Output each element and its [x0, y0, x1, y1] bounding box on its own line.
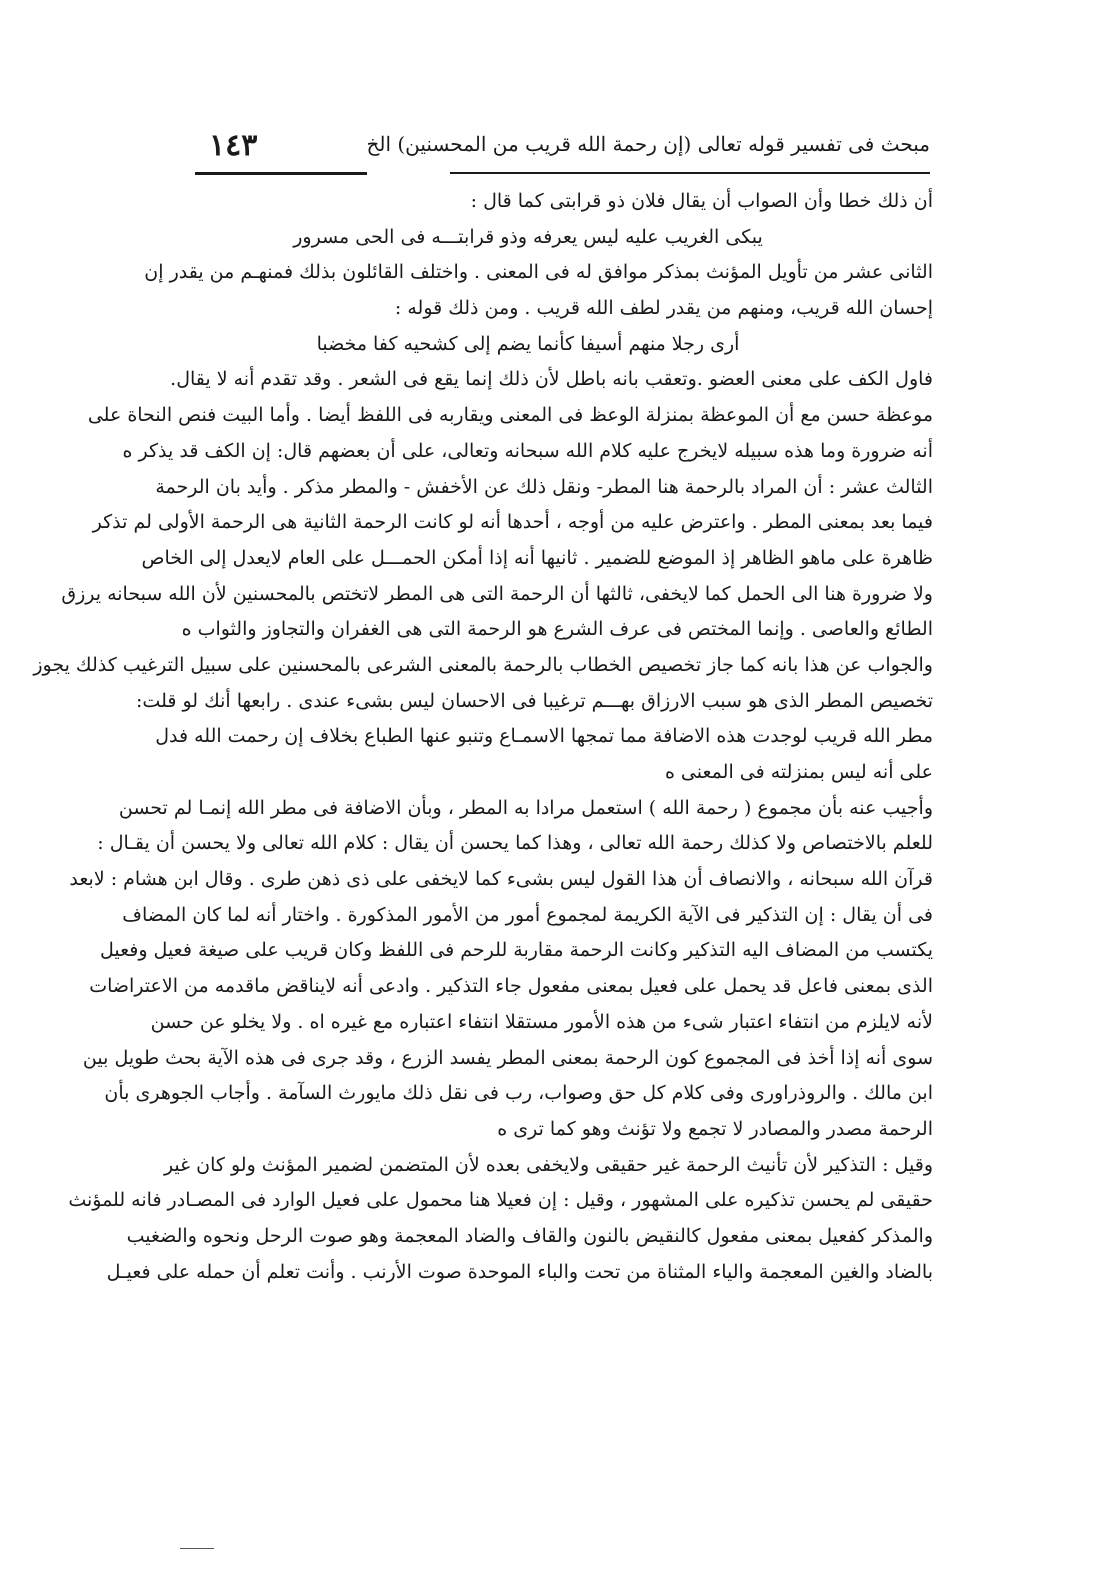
verse-line: يبكى الغريب عليه ليس يعرفه وذو قرابتـــه فى الحى مسرور — [293, 225, 763, 248]
text-line: سوى أنه إذا أخذ فى المجموع كون الرحمة بمعنى المطر يفسد الزرع ، وقد جرى فى هذه الآية بحث طويل بين — [82, 1046, 933, 1069]
text-line: الطائع والعاصى . وإنما المختص فى عرف الشرع هو الرحمة التى هى الغفران والتجاوز والثواب ه — [181, 618, 933, 641]
text-line: أنه ضرورة وما هذه سبيله لايخرج عليه كلام الله سبحانه وتعالى، على أن بعضهم قال: إن الكف قد يذكر ه — [122, 439, 933, 462]
text-line: مطر الله قريب لوجدت هذه الاضافة مما تمجها الاسمـاع وتنبو عنها الطباع بخلاف إن رحمت الله فدل — [155, 725, 933, 748]
text-line: للعلم بالاختصاص ولا كذلك رحمة الله تعالى ، وهذا كما يحسن أن يقال : كلام الله تعالى ولا يحسن أن يقـال : — [97, 832, 933, 855]
text-line: فاول الكف على معنى العضو .وتعقب بانه باطل لأن ذلك إنما يقع فى الشعر . وقد تقدم أنه لا يقال. — [170, 368, 933, 391]
text-line: على أنه ليس بمنزلته فى المعنى ه — [664, 761, 933, 783]
text-line: فيما بعد بمعنى المطر . واعترض عليه من أوجه ، أحدها أنه لو كانت الرحمة الثانية هى الرحمة الأولى لم تذكر — [92, 511, 933, 534]
text-line: إحسان الله قريب، ومنهم من يقدر لطف الله قريب . ومن ذلك قوله : — [394, 297, 933, 320]
page-number: ١٤٣ — [209, 128, 258, 163]
text-line: يكتسب من المضاف اليه التذكير وكانت الرحمة مقاربة للرحم فى اللفظ وكان قريب على صيغة فعيل وفعيل — [99, 939, 933, 962]
footer-mark — [180, 1548, 214, 1549]
running-title: مبحث فى تفسير قوله تعالى (إن رحمة الله قريب من المحسنين) الخ — [366, 132, 930, 156]
text-line: الثانى عشر من تأويل المؤنث بمذكر موافق له فى المعنى . واختلف القائلون بذلك فمنهـم من يقدر إن — [144, 261, 933, 284]
text-line: فى أن يقال : إن التذكير فى الآية الكريمة لمجموع أمور من الأمور المذكورة . واختار أنه لما كان المضاف — [122, 903, 933, 926]
text-line: قرآن الله سبحانه ، والانصاف أن هذا القول ليس بشىء كما لايخفى على ذى ذهن طرى . وقال ابن هشام : لابعد — [69, 868, 933, 891]
header-rule-right — [450, 172, 930, 174]
text-line: ابن مالك . والروذراورى وفى كلام كل حق وصواب، رب فى نقل ذلك مايورث السآمة . وأجاب الجوهرى بأن — [104, 1082, 933, 1105]
text-line: حقيقى لم يحسن تذكيره على المشهور ، وقيل : إن فعيلا هنا محمول على فعيل الوارد فى المصـادر فانه للمؤنث — [68, 1189, 933, 1212]
text-line: ظاهرة على ماهو الظاهر إذ الموضع للضمير . ثانيها أنه إذا أمكن الحمـــل على العام لايعدل إلى الخاص — [141, 546, 933, 569]
text-line: وأجيب عنه بأن مجموع ( رحمة الله ) استعمل مرادا به المطر ، وبأن الاضافة فى مطر الله إنمـا لم تحسن — [118, 796, 933, 819]
text-line: والمذكر كفعيل بمعنى مفعول كالنقيض بالنون والقاف والضاد المعجمة وهو صوت الرحل ونحوه والضغيب — [126, 1224, 933, 1247]
text-line: ولا ضرورة هنا الى الحمل كما لايخفى، ثالثها أن الرحمة التى هى المطر لاتختص بالمحسنين لأن الله سبحانه يرزق — [61, 582, 933, 605]
text-line: أن ذلك خطا وأن الصواب أن يقال فلان ذو قرابتى كما قال : — [470, 190, 933, 212]
text-line: وقيل : التذكير لأن تأنيث الرحمة غير حقيقى ولايخفى بعده لأن المتضمن لضمير المؤنث ولو كان غير — [163, 1153, 933, 1176]
text-line: موعظة حسن مع أن الموعظة بمنزلة الوعظ فى المعنى ويقاربه فى اللفظ أيضا . وأما البيت فنص النحاة على — [87, 404, 933, 427]
verse-line: أرى رجلا منهم أسيفا كأنما يضم إلى كشحيه كفا مخضبا — [316, 332, 740, 355]
header-rule-left — [195, 172, 367, 175]
text-line: تخصيص المطر الذى هو سبب الارزاق بهـــم ترغيبا فى الاحسان ليس بشىء عندى . رابعها أنك لو قلت: — [136, 689, 933, 712]
body-text — [33, 184, 933, 1290]
text-line: بالضاد والغين المعجمة والياء المثناة من تحت والباء الموحدة صوت الأرنب . وأنت تعلم أن حمله على فعيـل — [106, 1260, 933, 1283]
text-line: والجواب عن هذا بانه كما جاز تخصيص الخطاب بالرحمة بالمعنى الشرعى بالمحسنين على سبيل الترغيب كذلك يجوز — [33, 653, 933, 676]
text-line: الثالث عشر : أن المراد بالرحمة هنا المطر- ونقل ذلك عن الأخفش - والمطر مذكر . وأيد بان الرحمة — [155, 475, 933, 498]
text-line: الذى بمعنى فاعل قد يحمل على فعيل بمعنى مفعول جاء التذكير . وادعى أنه لايناقض ماقدمه من الاعتراضات — [89, 975, 933, 998]
text-line: الرحمة مصدر والمصادر لا تجمع ولا تؤنث وهو كما ترى ه — [497, 1117, 933, 1140]
page-header — [195, 128, 930, 168]
text-line: لأنه لايلزم من انتفاء اعتبار شىء من هذه الأمور مستقلا انتفاء اعتباره مع غيره اه . ولا يخلو عن حسن — [150, 1010, 933, 1033]
